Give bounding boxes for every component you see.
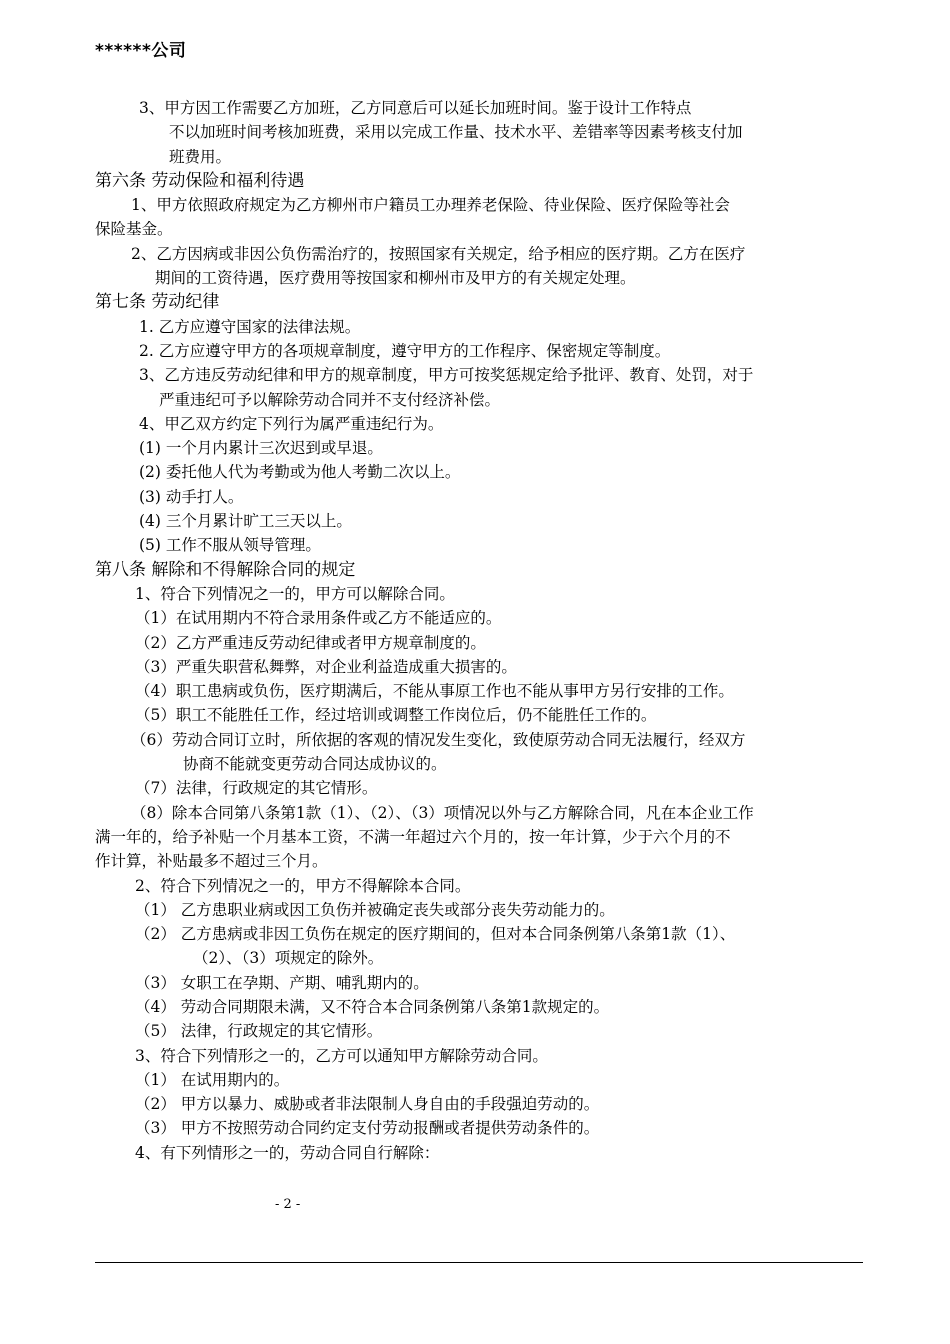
section-heading: 第八条 解除和不得解除合同的规定	[95, 559, 356, 580]
contract-body	[95, 96, 865, 1165]
paragraph-line: （1）在试用期内不符合录用条件或乙方不能适应的。	[135, 609, 502, 628]
paragraph-line: （2） 甲方以暴力、威胁或者非法限制人身自由的手段强迫劳动的。	[135, 1095, 600, 1114]
paragraph-line: （8）除本合同第八条第1款（1）、（2）、（3）项情况以外与乙方解除合同，凡在本企业工作	[131, 803, 754, 822]
paragraph-line: 2、乙方因病或非因公负伤需治疗的，按照国家有关规定，给予相应的医疗期。乙方在医疗	[131, 244, 746, 263]
paragraph-line: （3） 女职工在孕期、产期、哺乳期内的。	[135, 973, 429, 992]
paragraph-line: (3) 动手打人。	[139, 487, 244, 506]
paragraph-line: （2） 乙方患病或非因工负伤在规定的医疗期间的，但对本合同条例第八条第1款（1）、	[135, 925, 736, 944]
paragraph-line: 4、有下列情形之一的，劳动合同自行解除：	[135, 1143, 440, 1162]
paragraph-line: 班费用。	[169, 147, 232, 166]
paragraph-line: 期间的工资待遇，医疗费用等按国家和柳州市及甲方的有关规定处理。	[155, 269, 636, 288]
paragraph-line: 2、符合下列情况之一的，甲方不得解除本合同。	[135, 876, 471, 895]
paragraph-line: （4） 劳动合同期限未满，又不符合本合同条例第八条第1款规定的。	[135, 997, 610, 1016]
paragraph-line: (4) 三个月累计旷工三天以上。	[139, 512, 352, 531]
paragraph-line: （3）严重失职营私舞弊，对企业利益造成重大损害的。	[135, 657, 517, 676]
paragraph-line: （7）法律，行政规定的其它情形。	[135, 779, 378, 798]
paragraph-line: 1、甲方依照政府规定为乙方柳州市户籍员工办理养老保险、待业保险、医疗保险等社会	[131, 196, 730, 215]
paragraph-line: （6）劳动合同订立时，所依据的客观的情况发生变化，致使原劳动合同无法履行，经双方	[131, 730, 746, 749]
paragraph-line: 3、符合下列情形之一的，乙方可以通知甲方解除劳动合同。	[135, 1046, 548, 1065]
paragraph-line: 满一年的，给予补贴一个月基本工资，不满一年超过六个月的，按一年计算，少于六个月的不	[95, 827, 731, 846]
paragraph-line: （2）乙方严重违反劳动纪律或者甲方规章制度的。	[135, 633, 486, 652]
paragraph-line: 不以加班时间考核加班费，采用以完成工作量、技术水平、差错率等因素考核支付加	[169, 123, 743, 142]
paragraph-line: 2. 乙方应遵守甲方的各项规章制度，遵守甲方的工作程序、保密规定等制度。	[139, 341, 671, 360]
paragraph-line: （2）、（3）项规定的除外。	[193, 949, 384, 968]
paragraph-line: （1） 在试用期内的。	[135, 1070, 290, 1089]
paragraph-line: （1） 乙方患职业病或因工负伤并被确定丧失或部分丧失劳动能力的。	[135, 900, 615, 919]
paragraph-line: （4）职工患病或负伤，医疗期满后，不能从事原工作也不能从事甲方另行安排的工作。	[135, 682, 734, 701]
company-header: ******公司	[95, 41, 187, 61]
paragraph-line: 4、甲乙双方约定下列行为属严重违纪行为。	[139, 414, 444, 433]
paragraph-line: 作计算，补贴最多不超过三个月。	[95, 852, 328, 871]
paragraph-line: 1. 乙方应遵守国家的法律法规。	[139, 317, 361, 336]
footer-rule	[95, 1262, 863, 1263]
paragraph-line: （5） 法律，行政规定的其它情形。	[135, 1022, 383, 1041]
paragraph-line: (5) 工作不服从领导管理。	[139, 536, 321, 555]
paragraph-line: （5）职工不能胜任工作，经过培训或调整工作岗位后，仍不能胜任工作的。	[135, 706, 657, 725]
paragraph-line: (1) 一个月内累计三次迟到或早退。	[139, 439, 383, 458]
paragraph-line: 保险基金。	[95, 220, 173, 239]
page-number: - 2 -	[275, 1197, 301, 1212]
paragraph-line: 协商不能就变更劳动合同达成协议的。	[183, 755, 447, 774]
paragraph-line: （3） 甲方不按照劳动合同约定支付劳动报酬或者提供劳动条件的。	[135, 1119, 600, 1138]
paragraph-line: 3、乙方违反劳动纪律和甲方的规章制度，甲方可按奖惩规定给予批评、教育、处罚，对于	[139, 366, 754, 385]
paragraph-line: 严重违纪可予以解除劳动合同并不支付经济补偿。	[159, 390, 501, 409]
section-heading: 第七条 劳动纪律	[95, 292, 220, 313]
paragraph-line: 3、甲方因工作需要乙方加班，乙方同意后可以延长加班时间。鉴于设计工作特点	[139, 99, 692, 117]
section-heading: 第六条 劳动保险和福利待遇	[95, 170, 305, 191]
paragraph-line: (2) 委托他人代为考勤或为他人考勤二次以上。	[139, 463, 461, 482]
paragraph-line: 1、符合下列情况之一的，甲方可以解除合同。	[135, 584, 455, 603]
